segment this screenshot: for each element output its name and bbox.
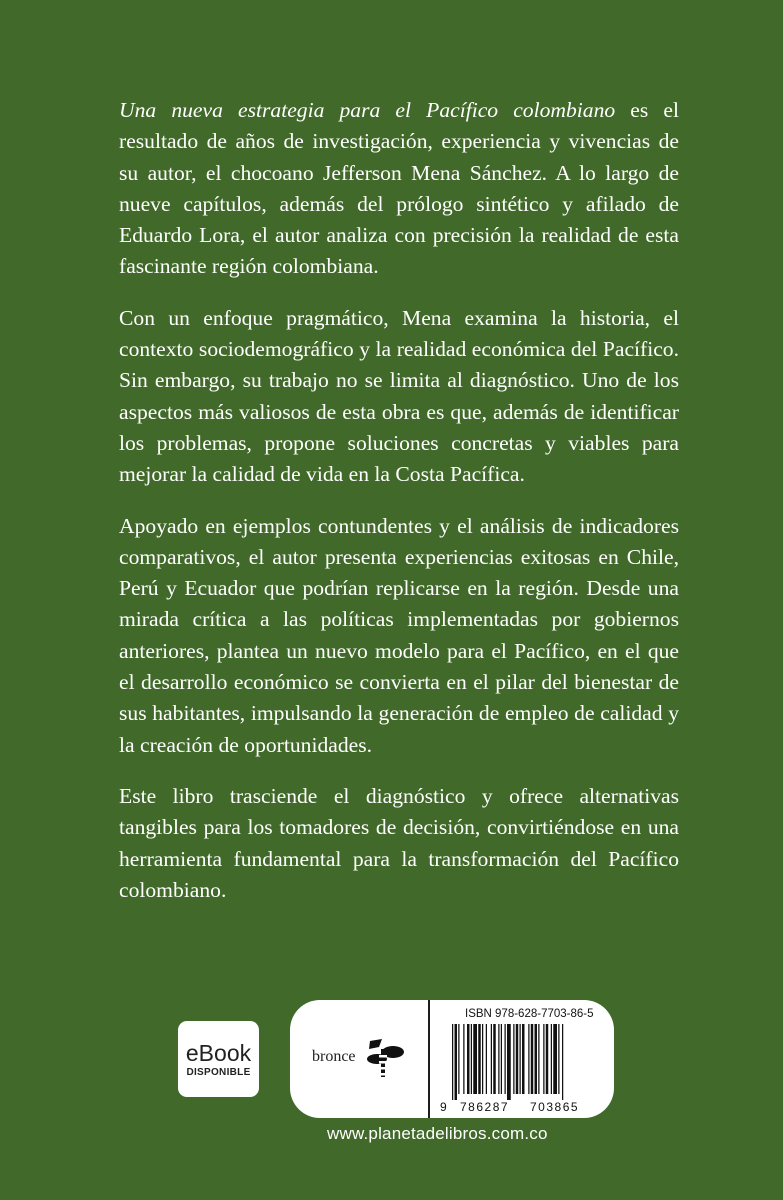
barcode-bar — [478, 1024, 481, 1094]
synopsis-text — [119, 95, 679, 926]
ebook-subtitle: DISPONIBLE — [186, 1066, 251, 1078]
imprint-barcode-panel — [290, 1000, 614, 1118]
barcode-bar — [455, 1024, 458, 1100]
synopsis-paragraph-1 — [119, 95, 679, 283]
imprint-name: bronce — [312, 1048, 356, 1065]
synopsis-paragraph-2: Con un enfoque pragmático, Mena examina la historia, el contexto sociodemográfico y la realidad económica del Pacífico. Sin embargo, su trabajo no se limita al diagnóstico. Uno de los aspectos más valiosos de esta obra es que, además de identificar los problemas, propone soluciones concretas y viables para mejorar la calidad de vida en la Costa Pacífica. — [119, 305, 679, 487]
barcode-bar — [538, 1024, 539, 1094]
barcode-bar — [458, 1024, 459, 1094]
synopsis-paragraph-4: Este libro trasciende el diagnóstico y ofrece alternativas tangibles para los tomadores de decisión, convirtiéndose en una herramienta fundamental para la transformación del Pacífico colombiano. — [119, 783, 679, 902]
barcode-bar — [482, 1024, 483, 1094]
barcode-bar — [467, 1024, 470, 1094]
barcode-bar — [516, 1024, 519, 1094]
barcode-bar — [543, 1024, 544, 1094]
barcode-bar — [513, 1024, 514, 1094]
barcode-bar — [546, 1024, 549, 1094]
barcode-bar — [463, 1024, 464, 1094]
barcode-bar — [535, 1024, 538, 1094]
barcode-bar — [501, 1024, 502, 1094]
barcode-bar — [473, 1024, 477, 1094]
barcode-bar — [507, 1024, 511, 1100]
isbn-label: ISBN 978-628-7703-86-5 — [465, 1008, 594, 1020]
barcode-bar — [452, 1024, 453, 1100]
barcode-bar — [558, 1024, 559, 1094]
barcode-bar — [531, 1024, 534, 1094]
barcode-bar — [498, 1024, 499, 1094]
barcode-bar — [528, 1024, 529, 1094]
ebook-title: eBook — [185, 1039, 252, 1066]
barcode-bar — [562, 1024, 563, 1100]
barcode-bar — [551, 1024, 552, 1094]
website-url[interactable]: www.planetadelibros.com.co — [327, 1124, 548, 1143]
synopsis-paragraph-1-body: es el resultado de años de investigación, experiencia y vivencias de su autor, el chocoano Jefferson Mena Sánchez. A lo largo de nueve capítulos, además del prólogo sintético y afilado de Eduardo Lora, el autor analiza con precisión la realidad de esta fascinante región colombiana. — [119, 98, 679, 279]
barcode-digits-left: 786287 — [460, 1100, 510, 1114]
ebook-badge — [178, 1021, 259, 1097]
synopsis-paragraph-3: Apoyado en ejemplos contundentes y el análisis de indicadores comparativos, el autor presenta experiencias exitosas en Chile, Perú y Ecuador que podrían replicarse en la región. Desde una mirada crítica a las políticas implementadas por gobiernos anteriores, plantea un nuevo modelo para el Pacífico, en el que el desarrollo económico se convierta en el pilar del bienestar de sus habitantes, impulsando la generación de empleo de calidad y la creación de oportunidades. — [119, 513, 679, 757]
book-title: Una nueva estrategia para el Pacífico colombiano — [119, 98, 616, 122]
barcode-bar — [491, 1024, 492, 1094]
barcode-digits-right: 703865 — [530, 1100, 580, 1114]
barcode-bar — [493, 1024, 496, 1094]
barcode-bar — [553, 1024, 557, 1094]
panel-divider — [428, 1000, 430, 1118]
dragonfly-logo-icon — [360, 1035, 410, 1085]
barcode-bar — [505, 1024, 506, 1094]
barcode — [452, 1024, 600, 1100]
barcode-bar — [471, 1024, 472, 1094]
barcode-bar — [486, 1024, 487, 1094]
barcode-bar — [522, 1024, 525, 1094]
barcode-digit-first: 9 — [440, 1100, 447, 1114]
barcode-bar — [520, 1024, 521, 1094]
